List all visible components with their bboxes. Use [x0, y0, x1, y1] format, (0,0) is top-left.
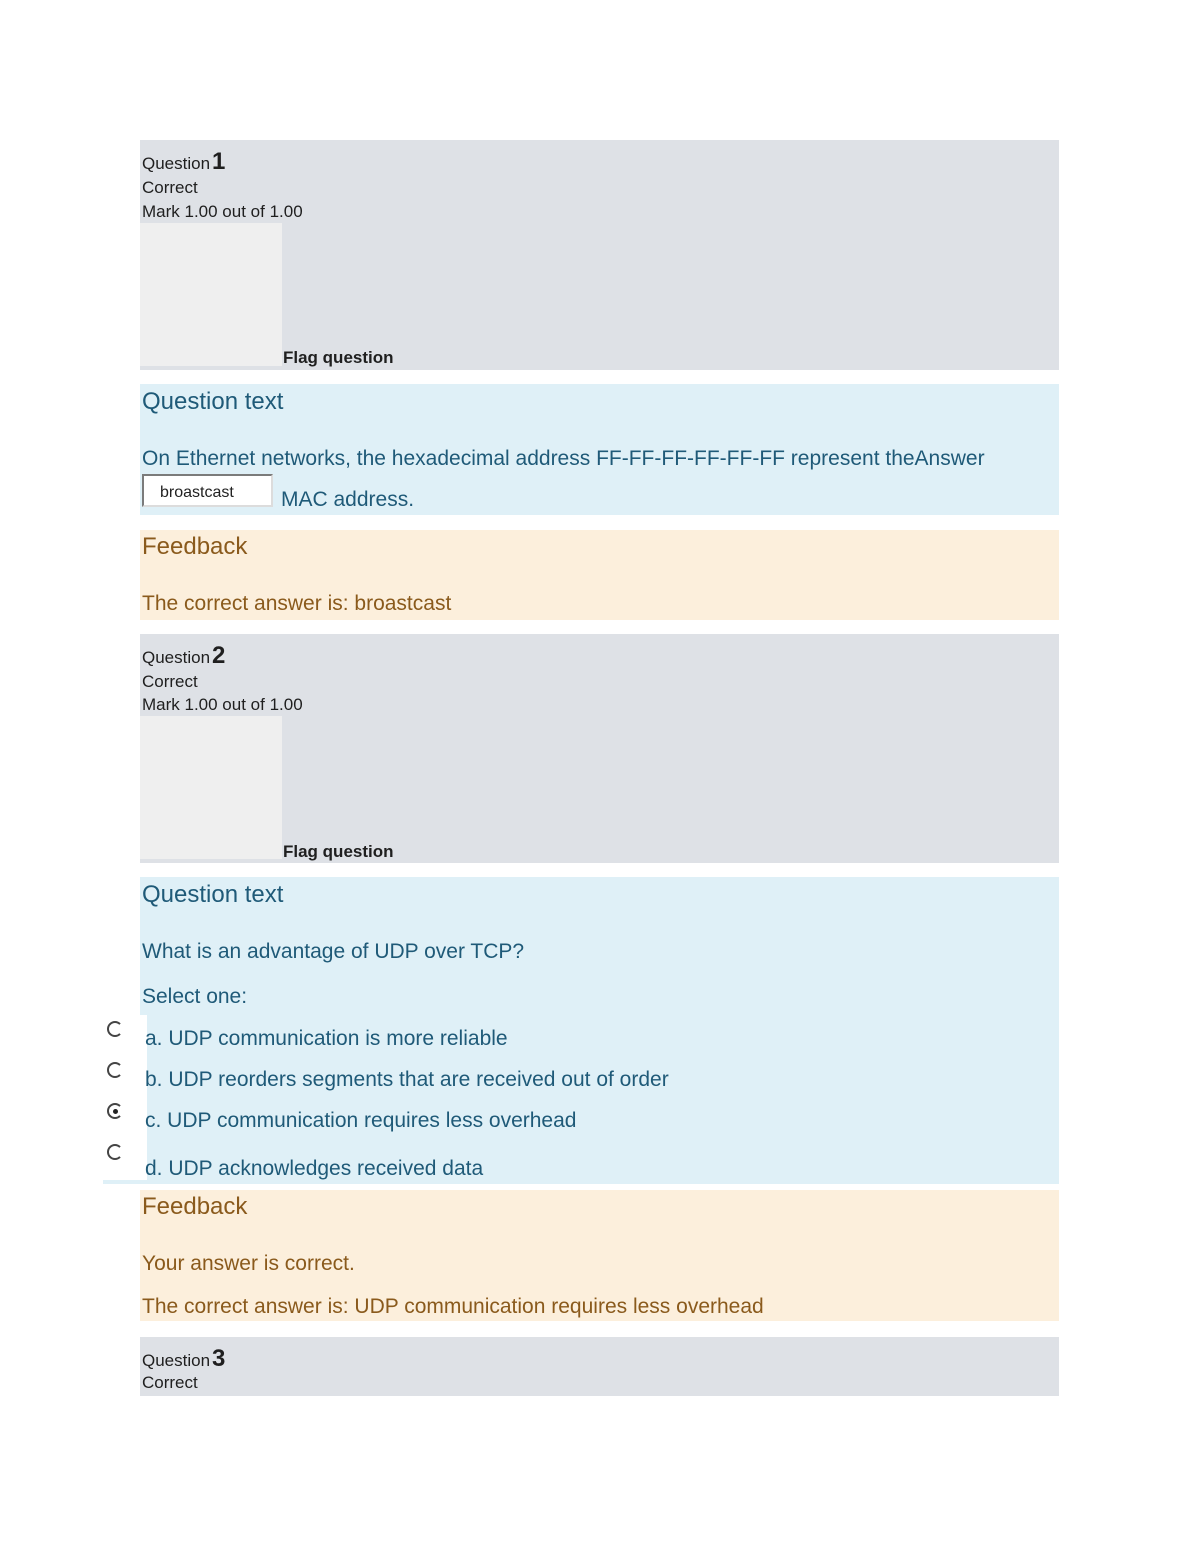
question-2-feedback — [140, 1190, 1059, 1321]
question-number: Question2 — [142, 642, 226, 669]
question-text-suffix: MAC address. — [281, 488, 415, 511]
option-label[interactable]: b. UDP reorders segments that are received out of order — [145, 1068, 669, 1091]
question-state: Correct — [142, 1373, 198, 1392]
specific-feedback: Your answer is correct. — [142, 1252, 355, 1275]
feedback-heading: Feedback — [142, 533, 248, 560]
radio-a[interactable] — [107, 1021, 123, 1037]
question-state: Correct — [142, 178, 198, 197]
question-number: Question1 — [142, 148, 226, 175]
question-1-feedback — [140, 530, 1059, 620]
question-1-info — [140, 140, 1059, 370]
radio-d[interactable] — [107, 1144, 123, 1160]
question-grade: Mark 1.00 out of 1.00 — [142, 695, 303, 714]
option-label[interactable]: a. UDP communication is more reliable — [145, 1027, 508, 1050]
flag-icon[interactable] — [140, 716, 282, 859]
question-number: Question3 — [142, 1345, 226, 1372]
answer-options — [103, 1015, 1059, 1184]
feedback-heading: Feedback — [142, 1193, 248, 1220]
question-text: On Ethernet networks, the hexadecimal address FF-FF-FF-FF-FF-FF represent theAnswer — [142, 447, 985, 470]
answer-input[interactable] — [142, 474, 273, 507]
question-3-info — [140, 1337, 1059, 1396]
flag-question-link[interactable]: Flag question — [283, 842, 394, 861]
question-1-formulation — [140, 384, 1059, 515]
flag-icon[interactable] — [140, 223, 282, 366]
option-label[interactable]: d. UDP acknowledges received data — [145, 1157, 484, 1180]
select-one-prompt: Select one: — [142, 985, 248, 1008]
question-text-heading: Question text — [142, 388, 284, 415]
flag-question-link[interactable]: Flag question — [283, 348, 394, 367]
question-state: Correct — [142, 672, 198, 691]
question-2-info — [140, 634, 1059, 863]
question-text: What is an advantage of UDP over TCP? — [142, 940, 525, 963]
question-text-heading: Question text — [142, 881, 284, 908]
radio-b[interactable] — [107, 1062, 123, 1078]
right-answer: The correct answer is: broastcast — [142, 592, 452, 615]
option-label[interactable]: c. UDP communication requires less overhead — [145, 1109, 577, 1132]
question-grade: Mark 1.00 out of 1.00 — [142, 202, 303, 221]
radio-c-selected[interactable] — [107, 1103, 123, 1119]
right-answer: The correct answer is: UDP communication requires less overhead — [142, 1295, 764, 1318]
